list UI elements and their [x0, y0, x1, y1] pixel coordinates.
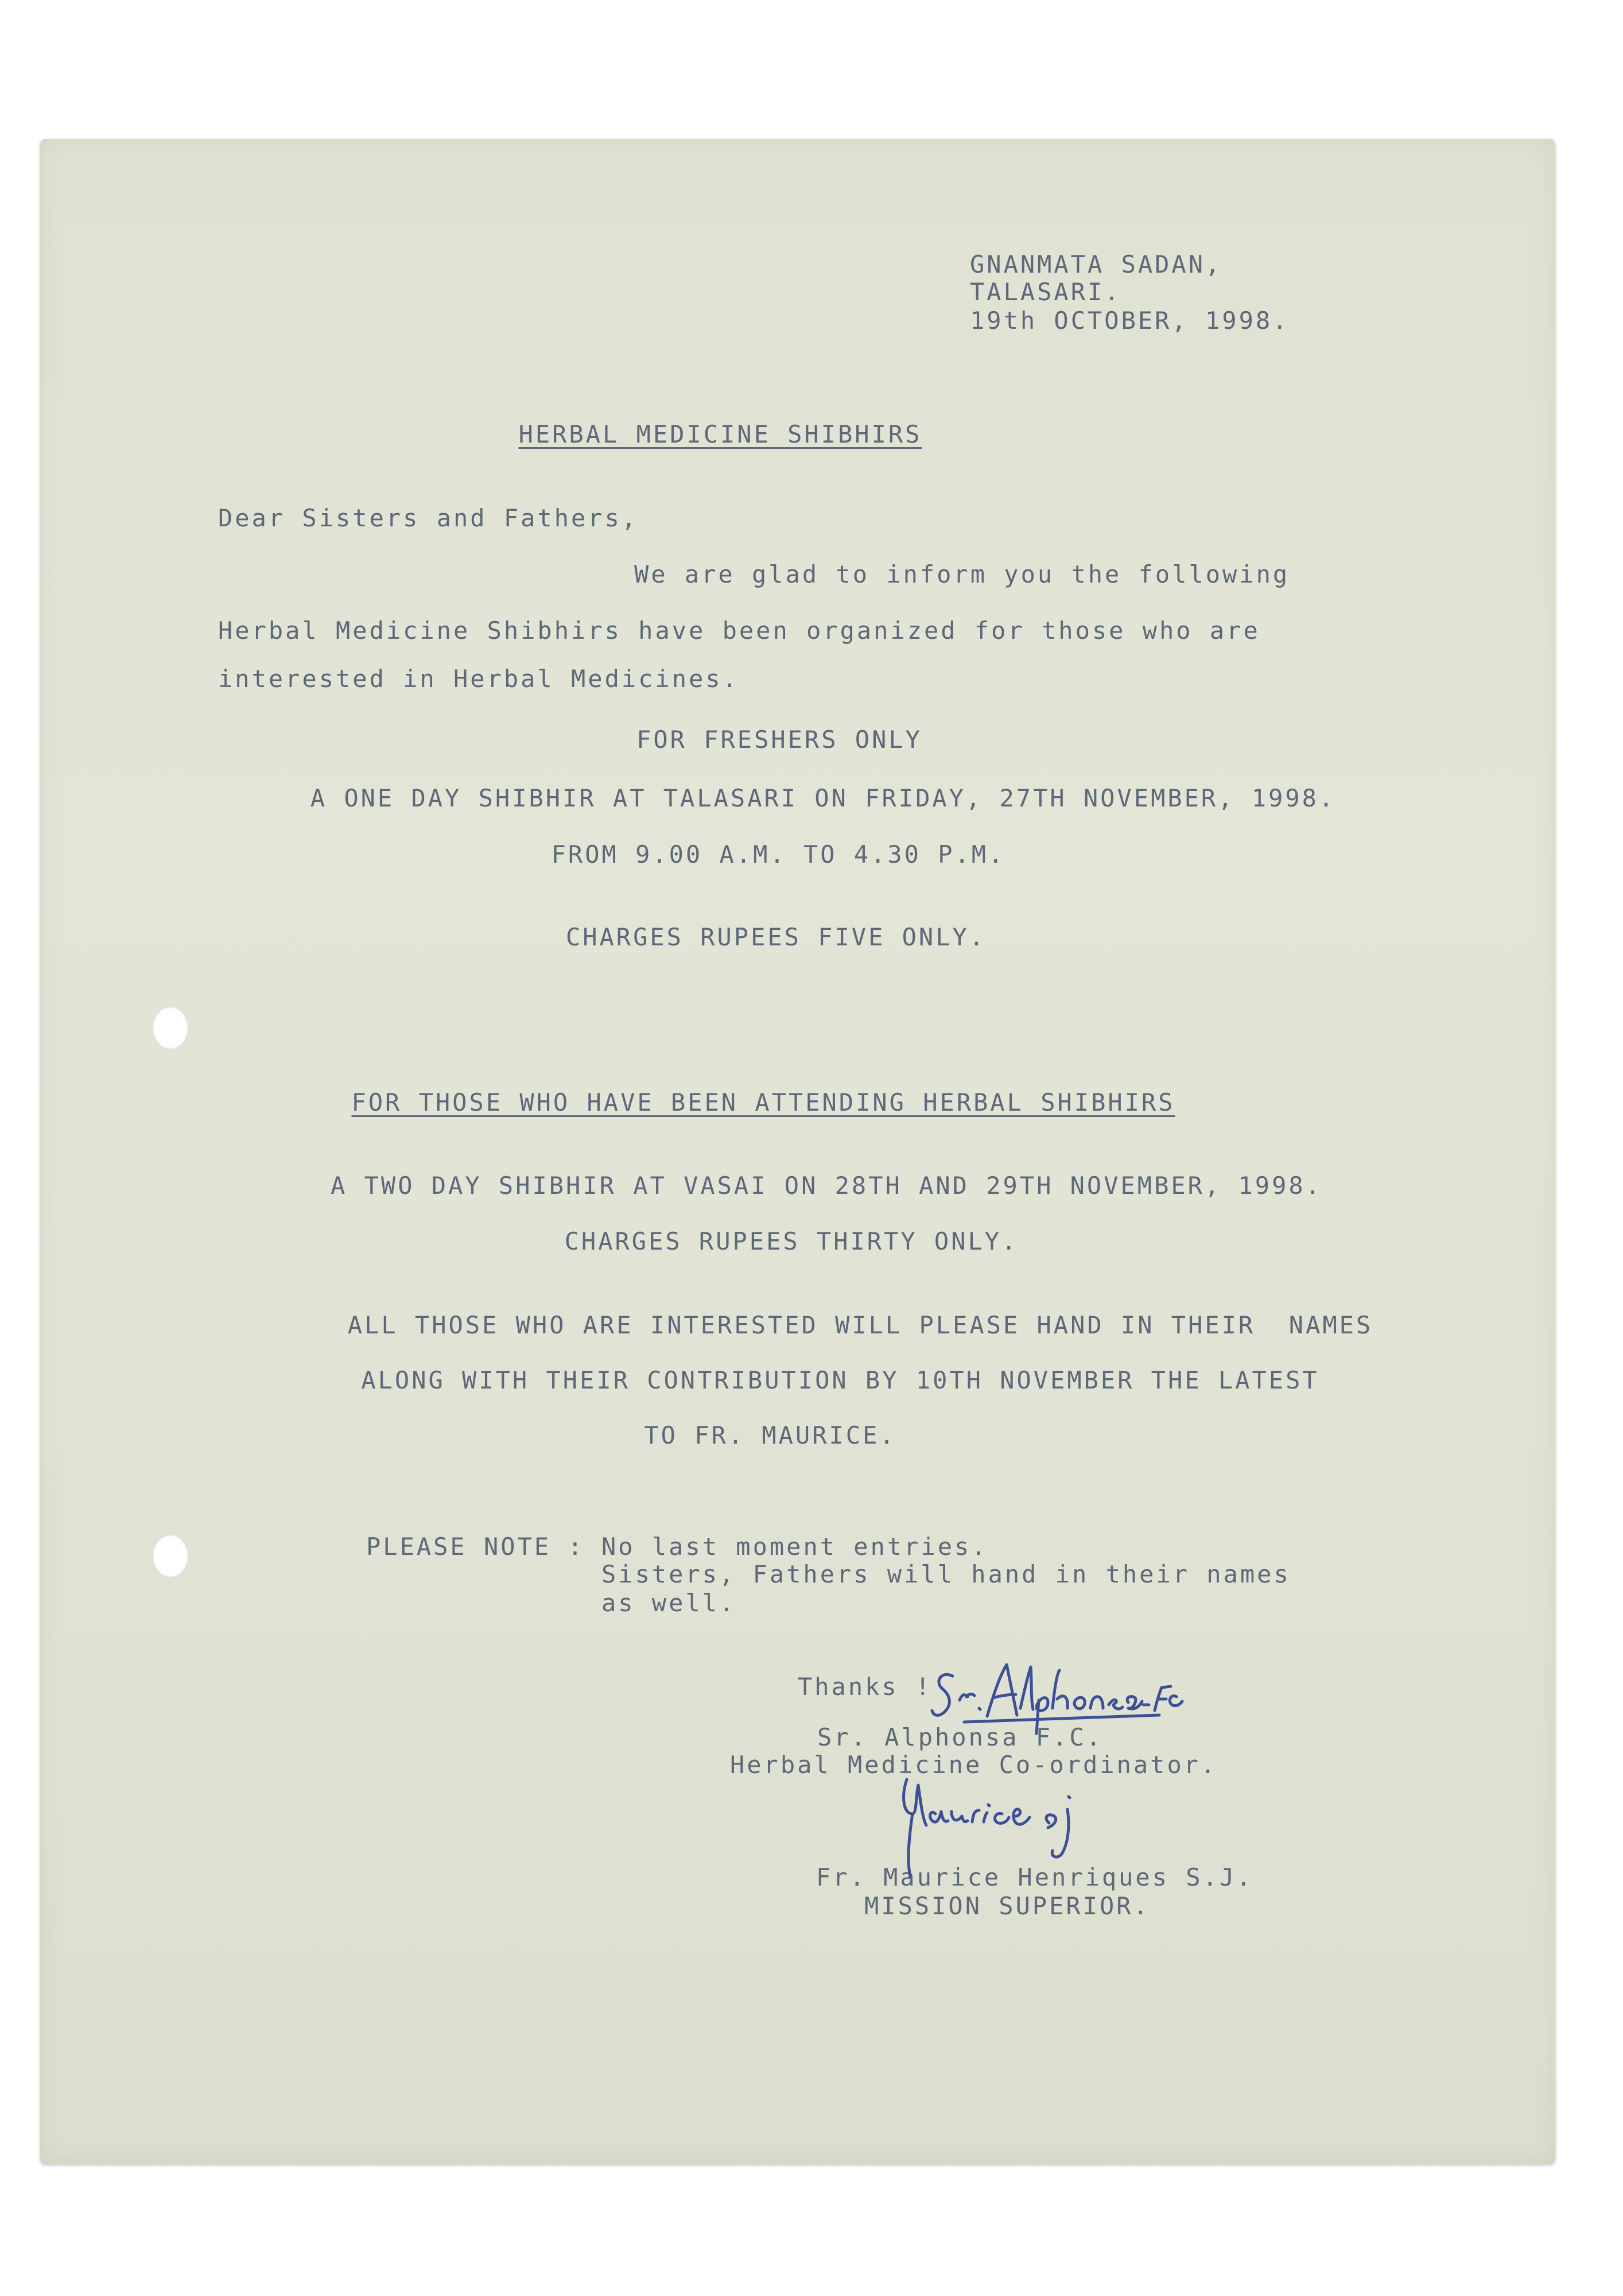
instructions-line-1: ALL THOSE WHO ARE INTERESTED WILL PLEASE HAND IN THEIR NAMES	[347, 1311, 1373, 1339]
signature-alphonsa	[930, 1653, 1199, 1739]
letter-date: 19th OCTOBER, 1998.	[970, 307, 1290, 335]
note-line-1: PLEASE NOTE : No last moment entries.	[366, 1533, 988, 1561]
punch-hole-upper	[153, 1007, 188, 1049]
freshers-charges: CHARGES RUPEES FIVE ONLY.	[565, 923, 987, 951]
intro-line-3: interested in Herbal Medicines.	[218, 665, 739, 693]
intro-line-2: Herbal Medicine Shibhirs have been organized for those who are	[218, 616, 1260, 645]
signatory-1-title: Herbal Medicine Co-ordinator.	[730, 1751, 1218, 1779]
note-line-3: as well.	[601, 1589, 736, 1617]
intro-line-1: We are glad to inform you the following	[634, 560, 1290, 588]
signatory-1-name: Sr. Alphonsa F.C.	[817, 1723, 1103, 1751]
signatory-2-name: Fr. Maurice Henriques S.J.	[816, 1863, 1253, 1891]
letter-title: HERBAL MEDICINE SHIBHIRS	[518, 420, 922, 448]
instructions-line-2: ALONG WITH THEIR CONTRIBUTION BY 10TH NOVEMBER THE LATEST	[361, 1366, 1319, 1394]
signature-maurice	[895, 1756, 1136, 1883]
address-line-1: GNANMATA SADAN,	[970, 250, 1222, 278]
note-line-2: Sisters, Fathers will hand in their names	[601, 1560, 1291, 1588]
instructions-line-3: TO FR. MAURICE.	[644, 1421, 896, 1449]
attending-event: A TWO DAY SHIBHIR AT VASAI ON 28TH AND 29TH NOVEMBER, 1998.	[331, 1172, 1322, 1200]
freshers-time: FROM 9.00 A.M. TO 4.30 P.M.	[551, 840, 1005, 868]
thanks-text: Thanks !	[798, 1673, 933, 1701]
punch-hole-lower	[153, 1535, 188, 1577]
signatory-2-title: MISSION SUPERIOR.	[864, 1892, 1150, 1920]
attending-heading: FOR THOSE WHO HAVE BEEN ATTENDING HERBAL SHIBHIRS	[351, 1088, 1175, 1116]
address-line-2: TALASARI.	[970, 278, 1121, 306]
freshers-heading: FOR FRESHERS ONLY	[636, 726, 922, 754]
freshers-event: A ONE DAY SHIBHIR AT TALASARI ON FRIDAY, 27TH NOVEMBER, 1998.	[310, 784, 1336, 812]
salutation: Dear Sisters and Fathers,	[218, 504, 639, 532]
attending-charges: CHARGES RUPEES THIRTY ONLY.	[564, 1227, 1019, 1255]
